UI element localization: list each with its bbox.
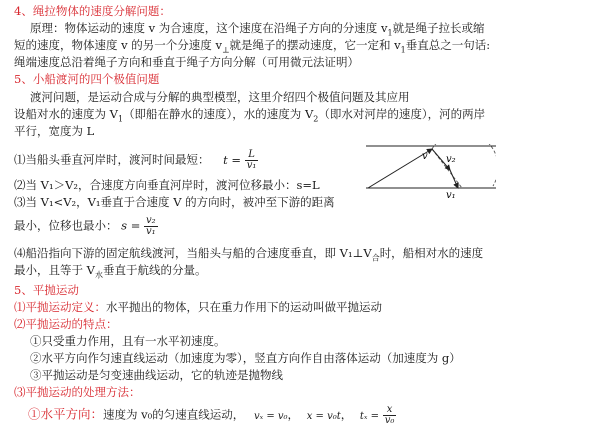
s4-title: 4、绳拉物体的速度分解问题： [14, 4, 171, 18]
m1-label: ①水平方向： [28, 406, 104, 422]
s5-p2c: （即水对河岸的速度），河的两岸 [318, 107, 486, 121]
def-text: 水平抛出的物体，只在重力作用下的运动叫做平抛运动 [106, 300, 382, 314]
v1-sub: 1 [387, 28, 393, 38]
s5-p2a: 设船对水的速度为 V [14, 107, 118, 121]
case1-den: v₁ [246, 160, 257, 171]
V2-sub: 2 [313, 114, 319, 124]
s5-paragraph-line1: 渡河问题，是运动合成与分解的典型模型，这里介绍四个极值问题及其应用 [30, 90, 410, 104]
s6-title: 5、平抛运动 [14, 283, 79, 297]
method-label: ⑶平抛运动的处理方法： [14, 385, 141, 399]
vperp-sub: ⊥ [221, 45, 230, 55]
case3-den: v₁ [146, 226, 156, 237]
case1-fraction [245, 150, 259, 171]
s4-p2-tail2: 垂直总之一句话: [405, 38, 491, 52]
def-label: ⑴平抛运动定义： [14, 300, 106, 314]
case3-num: v₂ [146, 215, 156, 226]
label-v1: v₁ [446, 190, 456, 200]
m1-frac-den: v₀ [384, 415, 395, 426]
case1-formula: t = [223, 152, 242, 167]
case1-num: L [245, 150, 259, 161]
case4-line2 [14, 263, 206, 282]
feat2: ②水平方向作匀速直线运动（加速度为零），竖直方向作自由落体运动（加速度为 g） [30, 351, 461, 365]
method1-line: ①水平方向：速度为 v₀的匀速直线运动， vₓ = v₀， x = v₀t， tₓ = $\frac{x}{\text{v₀}}$ [28, 404, 395, 426]
m1-fraction [383, 405, 397, 426]
s4-p2-tail: 就是绳子的摆动速度，它一定和 v [229, 38, 401, 52]
v1-sub-2: 1 [400, 45, 406, 55]
case1-line [14, 150, 258, 171]
case4b: 时，船相对水的速度 [379, 246, 484, 260]
m1-frac-num: x [383, 405, 397, 416]
case3b-line [14, 216, 158, 237]
feat-label: ⑵平抛运动的特点： [14, 317, 118, 331]
case3-line: ⑶当 V₁<V₂，V₁垂直于合速度 V 的方向时，被冲至下游的距离 [14, 195, 335, 209]
case4a: ⑷船沿指向下游的固定航线渡河，当船头与船的合速度垂直，即 V₁⊥V [14, 246, 372, 260]
s5-p2b: （即船在静水的速度），水的速度为 V [123, 107, 314, 121]
case3-formula: s = [121, 218, 141, 233]
V1-sub: 1 [117, 114, 124, 124]
case4-sub2: 水 [94, 270, 103, 280]
river-crossing-figure [366, 144, 496, 200]
s4-p2-text: 短的速度，物体速度 v 的另一个分速度 v [14, 38, 222, 52]
s4-p1-text: 原理：物体运动的速度 v 为合速度，这个速度在沿绳子方向的分速度 v [30, 21, 388, 35]
arc-dashed [432, 144, 496, 186]
m1-formula-vx: vₓ = v₀ [253, 410, 288, 422]
case3b-text: 最小，位移也最小： [14, 218, 118, 233]
label-v: v [422, 151, 428, 162]
feat1: ①只受重力作用，且有一水平初速度。 [30, 334, 226, 348]
feat3: ③平抛运动是匀变速曲线运动，它的轨迹是抛物线 [30, 368, 283, 382]
label-v2: v₂ [446, 154, 456, 165]
m1-text: 速度为 v₀的匀速直线运动， [103, 407, 245, 422]
s4-p1-tail: 就是绳子拉长或缩 [392, 21, 485, 35]
s4-paragraph-line3: 绳端速度总沿着绳子方向和垂直于绳子方向分解（可用微元法证明） [14, 55, 359, 69]
case3-fraction [144, 216, 158, 237]
s5-paragraph-line3: 平行，宽度为 L [14, 124, 95, 138]
vector-v1 [450, 170, 458, 188]
m1-formula-x: x = v₀t [306, 410, 341, 422]
case4-sub: 合 [371, 253, 380, 263]
case1-text: ⑴当船头垂直河岸时，渡河时间最短： [14, 152, 210, 167]
m1-formula-t: tₓ = [359, 410, 380, 422]
case4c: 最小，且等于 V [14, 263, 95, 277]
s5-title: 5、小船渡河的四个极值问题 [14, 72, 160, 86]
case2-line: ⑵当 V₁＞V₂，合速度方向垂直河岸时，渡河位移最小：s=L [14, 178, 320, 192]
case4d: 垂直于航线的分量。 [102, 263, 207, 277]
def-line [14, 300, 382, 314]
